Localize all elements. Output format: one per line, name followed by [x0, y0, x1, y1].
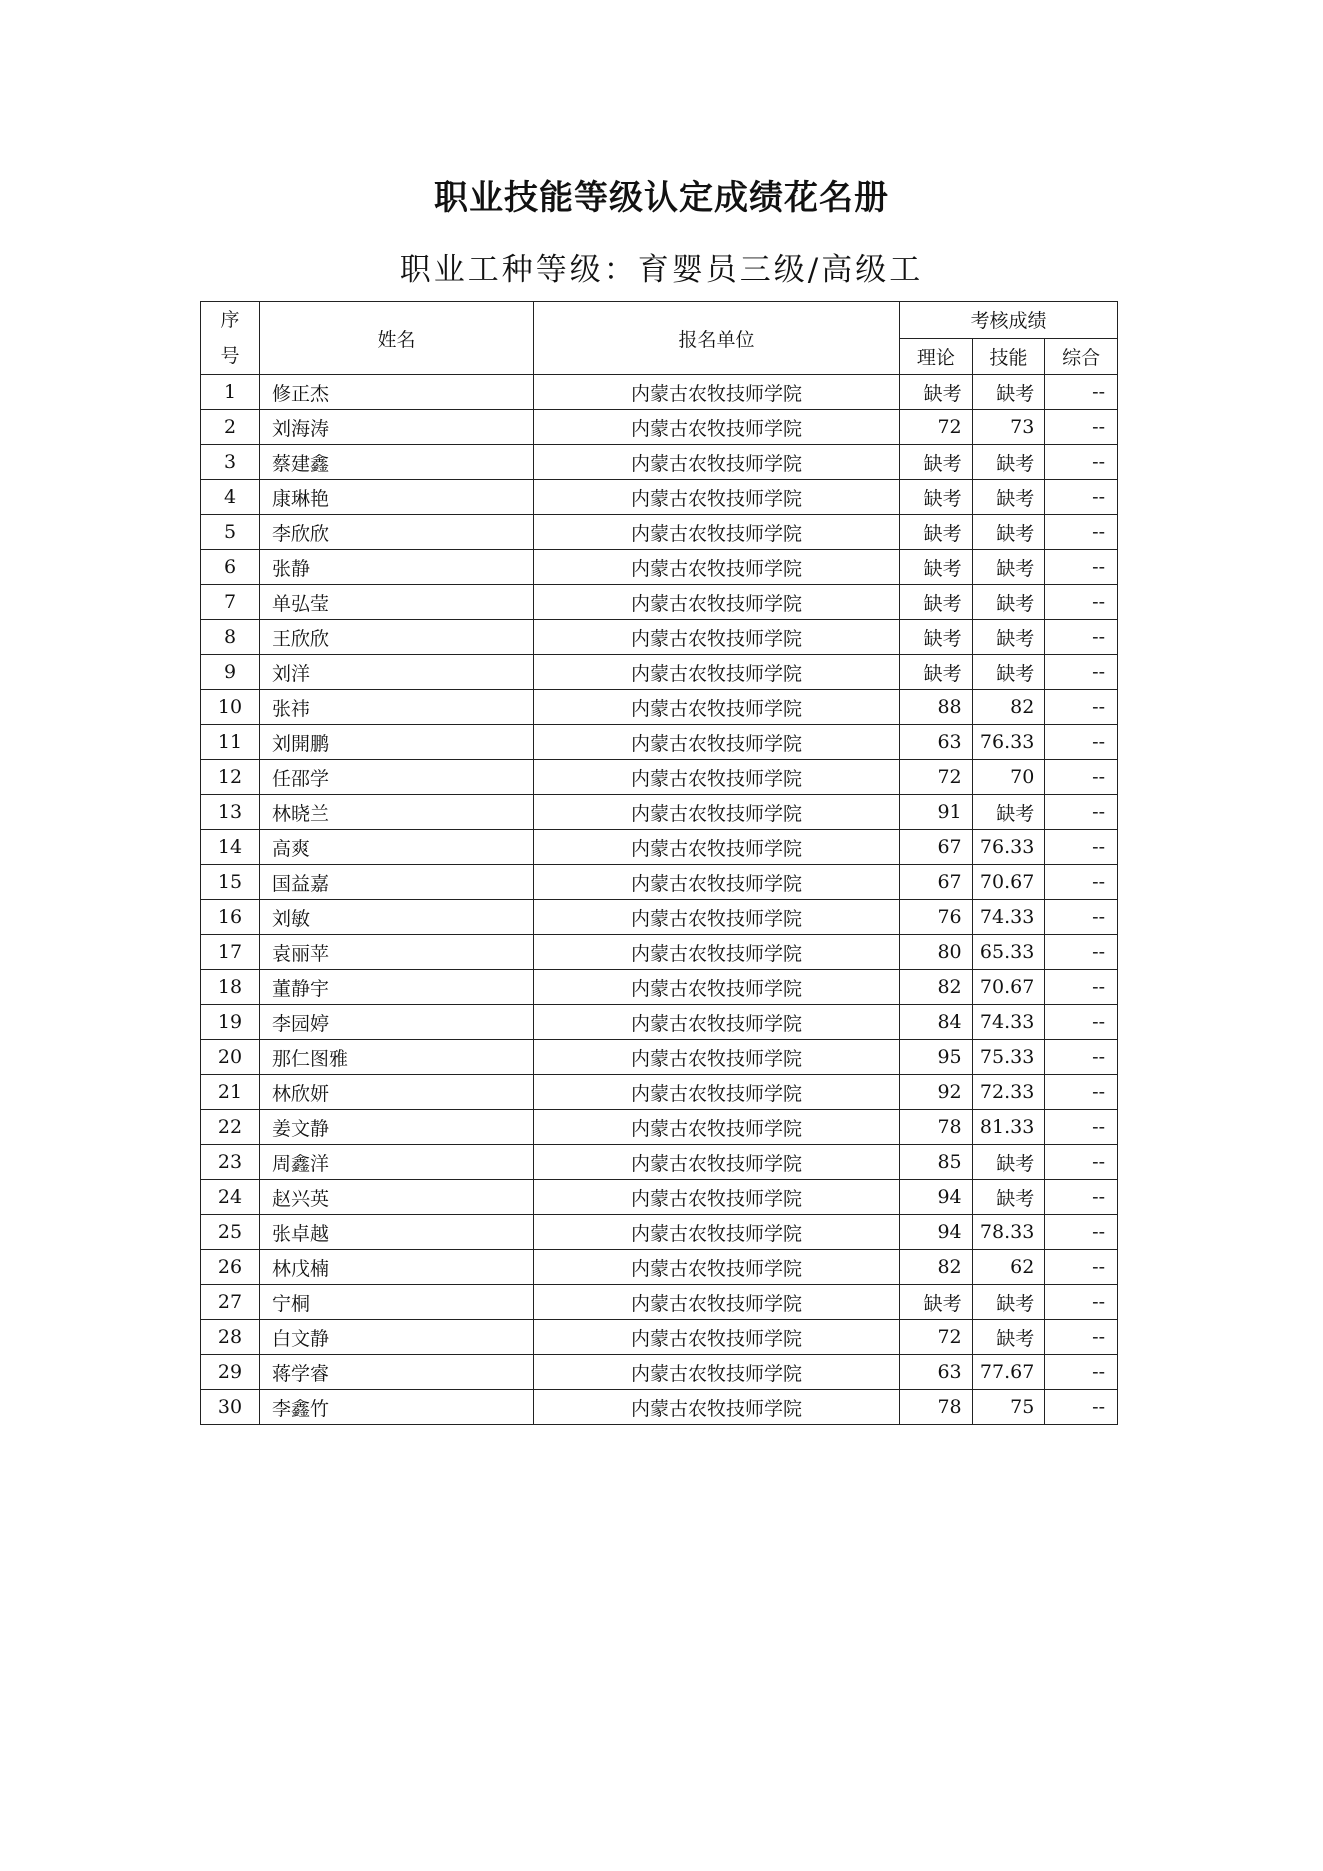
cell-seq: 30: [201, 1390, 260, 1425]
cell-seq: 26: [201, 1250, 260, 1285]
cell-theory: 91: [900, 795, 973, 830]
header-score-group: 考核成绩: [900, 302, 1118, 339]
table-row: [201, 830, 1118, 865]
header-seq-line2: 号: [220, 345, 240, 367]
cell-skill: 缺考: [972, 480, 1045, 515]
cell-theory: 缺考: [900, 620, 973, 655]
header-skill: 技能: [972, 338, 1045, 375]
cell-name: 刘敏: [260, 900, 534, 935]
cell-skill: 缺考: [972, 795, 1045, 830]
cell-unit: 内蒙古农牧技师学院: [534, 1005, 900, 1040]
table-row: [201, 515, 1118, 550]
cell-theory: 76: [900, 900, 973, 935]
cell-theory: 80: [900, 935, 973, 970]
cell-skill: 77.67: [972, 1355, 1045, 1390]
cell-unit: 内蒙古农牧技师学院: [534, 1285, 900, 1320]
cell-seq: 18: [201, 970, 260, 1005]
cell-unit: 内蒙古农牧技师学院: [534, 445, 900, 480]
cell-name: 白文静: [260, 1320, 534, 1355]
cell-seq: 27: [201, 1285, 260, 1320]
cell-overall: --: [1045, 375, 1118, 410]
cell-skill: 缺考: [972, 445, 1045, 480]
cell-seq: 11: [201, 725, 260, 760]
cell-theory: 94: [900, 1215, 973, 1250]
cell-overall: --: [1045, 1285, 1118, 1320]
cell-unit: 内蒙古农牧技师学院: [534, 1040, 900, 1075]
cell-theory: 92: [900, 1075, 973, 1110]
cell-unit: 内蒙古农牧技师学院: [534, 375, 900, 410]
cell-name: 修正杰: [260, 375, 534, 410]
cell-overall: --: [1045, 935, 1118, 970]
cell-name: 刘開鹏: [260, 725, 534, 760]
cell-overall: --: [1045, 655, 1118, 690]
cell-skill: 75.33: [972, 1040, 1045, 1075]
cell-name: 蔡建鑫: [260, 445, 534, 480]
cell-name: 林欣妍: [260, 1075, 534, 1110]
cell-name: 王欣欣: [260, 620, 534, 655]
cell-seq: 8: [201, 620, 260, 655]
cell-unit: 内蒙古农牧技师学院: [534, 1215, 900, 1250]
cell-skill: 65.33: [972, 935, 1045, 970]
cell-skill: 缺考: [972, 550, 1045, 585]
cell-theory: 缺考: [900, 1285, 973, 1320]
cell-seq: 21: [201, 1075, 260, 1110]
cell-overall: --: [1045, 1145, 1118, 1180]
table-row: [201, 1145, 1118, 1180]
cell-overall: --: [1045, 1215, 1118, 1250]
page-subtitle: 职业工种等级：育婴员三级/高级工: [399, 252, 924, 288]
cell-overall: --: [1045, 795, 1118, 830]
table-row: [201, 1285, 1118, 1320]
cell-skill: 75: [972, 1390, 1045, 1425]
table-row: [201, 900, 1118, 935]
cell-theory: 82: [900, 970, 973, 1005]
cell-theory: 94: [900, 1180, 973, 1215]
table-row: [201, 1110, 1118, 1145]
cell-overall: --: [1045, 1040, 1118, 1075]
cell-theory: 78: [900, 1110, 973, 1145]
cell-unit: 内蒙古农牧技师学院: [534, 1145, 900, 1180]
cell-skill: 74.33: [972, 900, 1045, 935]
table-row: [201, 1040, 1118, 1075]
cell-overall: --: [1045, 830, 1118, 865]
cell-seq: 6: [201, 550, 260, 585]
cell-overall: --: [1045, 445, 1118, 480]
cell-skill: 81.33: [972, 1110, 1045, 1145]
table-row: [201, 445, 1118, 480]
cell-theory: 67: [900, 865, 973, 900]
table-row: [201, 935, 1118, 970]
table-row: [201, 865, 1118, 900]
cell-unit: 内蒙古农牧技师学院: [534, 970, 900, 1005]
cell-seq: 1: [201, 375, 260, 410]
table-row: [201, 585, 1118, 620]
cell-name: 袁丽苹: [260, 935, 534, 970]
cell-seq: 7: [201, 585, 260, 620]
cell-theory: 缺考: [900, 655, 973, 690]
cell-overall: --: [1045, 970, 1118, 1005]
cell-name: 赵兴英: [260, 1180, 534, 1215]
cell-name: 刘海涛: [260, 410, 534, 445]
cell-overall: --: [1045, 515, 1118, 550]
cell-skill: 缺考: [972, 1285, 1045, 1320]
cell-seq: 5: [201, 515, 260, 550]
cell-overall: --: [1045, 900, 1118, 935]
cell-theory: 85: [900, 1145, 973, 1180]
cell-name: 宁桐: [260, 1285, 534, 1320]
header-unit: 报名单位: [534, 302, 900, 375]
cell-theory: 63: [900, 1355, 973, 1390]
cell-name: 国益嘉: [260, 865, 534, 900]
cell-theory: 缺考: [900, 375, 973, 410]
cell-name: 李欣欣: [260, 515, 534, 550]
cell-skill: 缺考: [972, 1145, 1045, 1180]
table-row: [201, 1005, 1118, 1040]
table-row: [201, 795, 1118, 830]
cell-seq: 3: [201, 445, 260, 480]
cell-overall: --: [1045, 865, 1118, 900]
cell-skill: 78.33: [972, 1215, 1045, 1250]
cell-skill: 缺考: [972, 1320, 1045, 1355]
cell-skill: 70.67: [972, 865, 1045, 900]
cell-unit: 内蒙古农牧技师学院: [534, 550, 900, 585]
cell-theory: 72: [900, 410, 973, 445]
table-row: [201, 1320, 1118, 1355]
cell-unit: 内蒙古农牧技师学院: [534, 480, 900, 515]
header-name: 姓名: [260, 302, 534, 375]
cell-skill: 73: [972, 410, 1045, 445]
header-seq-line1: 序: [220, 309, 240, 331]
cell-unit: 内蒙古农牧技师学院: [534, 1320, 900, 1355]
cell-skill: 70: [972, 760, 1045, 795]
cell-overall: --: [1045, 410, 1118, 445]
cell-seq: 24: [201, 1180, 260, 1215]
cell-unit: 内蒙古农牧技师学院: [534, 760, 900, 795]
page-title: 职业技能等级认定成绩花名册: [434, 178, 889, 218]
score-roster-table: [200, 301, 1118, 1425]
cell-seq: 2: [201, 410, 260, 445]
cell-unit: 内蒙古农牧技师学院: [534, 830, 900, 865]
table-row: [201, 970, 1118, 1005]
cell-overall: --: [1045, 1075, 1118, 1110]
header-seq: [201, 302, 260, 375]
cell-skill: 缺考: [972, 620, 1045, 655]
cell-overall: --: [1045, 725, 1118, 760]
cell-unit: 内蒙古农牧技师学院: [534, 1390, 900, 1425]
cell-seq: 15: [201, 865, 260, 900]
cell-overall: --: [1045, 1390, 1118, 1425]
cell-overall: --: [1045, 1250, 1118, 1285]
cell-unit: 内蒙古农牧技师学院: [534, 410, 900, 445]
cell-skill: 62: [972, 1250, 1045, 1285]
table-row: [201, 1250, 1118, 1285]
cell-overall: --: [1045, 480, 1118, 515]
table-row: [201, 760, 1118, 795]
cell-unit: 内蒙古农牧技师学院: [534, 795, 900, 830]
cell-unit: 内蒙古农牧技师学院: [534, 515, 900, 550]
cell-seq: 16: [201, 900, 260, 935]
header-row-1: [201, 302, 1118, 339]
cell-overall: --: [1045, 1110, 1118, 1145]
cell-overall: --: [1045, 1355, 1118, 1390]
cell-name: 单弘莹: [260, 585, 534, 620]
cell-unit: 内蒙古农牧技师学院: [534, 1180, 900, 1215]
cell-unit: 内蒙古农牧技师学院: [534, 585, 900, 620]
table-row: [201, 655, 1118, 690]
cell-seq: 14: [201, 830, 260, 865]
table-row: [201, 1390, 1118, 1425]
cell-overall: --: [1045, 585, 1118, 620]
cell-seq: 4: [201, 480, 260, 515]
table-row: [201, 1180, 1118, 1215]
cell-skill: 74.33: [972, 1005, 1045, 1040]
cell-unit: 内蒙古农牧技师学院: [534, 725, 900, 760]
cell-skill: 82: [972, 690, 1045, 725]
cell-name: 董静宇: [260, 970, 534, 1005]
cell-overall: --: [1045, 760, 1118, 795]
cell-theory: 78: [900, 1390, 973, 1425]
cell-name: 李鑫竹: [260, 1390, 534, 1425]
cell-name: 姜文静: [260, 1110, 534, 1145]
cell-overall: --: [1045, 690, 1118, 725]
cell-seq: 19: [201, 1005, 260, 1040]
table-row: [201, 690, 1118, 725]
table-row: [201, 620, 1118, 655]
cell-theory: 67: [900, 830, 973, 865]
cell-overall: --: [1045, 1320, 1118, 1355]
table-row: [201, 550, 1118, 585]
table-row: [201, 1075, 1118, 1110]
cell-name: 张卓越: [260, 1215, 534, 1250]
cell-theory: 缺考: [900, 445, 973, 480]
cell-unit: 内蒙古农牧技师学院: [534, 935, 900, 970]
cell-seq: 23: [201, 1145, 260, 1180]
table-row: [201, 480, 1118, 515]
cell-seq: 29: [201, 1355, 260, 1390]
cell-skill: 缺考: [972, 515, 1045, 550]
cell-unit: 内蒙古农牧技师学院: [534, 1355, 900, 1390]
cell-seq: 25: [201, 1215, 260, 1250]
cell-unit: 内蒙古农牧技师学院: [534, 1250, 900, 1285]
cell-name: 蒋学睿: [260, 1355, 534, 1390]
cell-unit: 内蒙古农牧技师学院: [534, 1075, 900, 1110]
cell-theory: 82: [900, 1250, 973, 1285]
cell-skill: 缺考: [972, 585, 1045, 620]
cell-unit: 内蒙古农牧技师学院: [534, 620, 900, 655]
cell-theory: 63: [900, 725, 973, 760]
cell-theory: 84: [900, 1005, 973, 1040]
cell-name: 周鑫洋: [260, 1145, 534, 1180]
cell-seq: 22: [201, 1110, 260, 1145]
cell-seq: 13: [201, 795, 260, 830]
cell-theory: 缺考: [900, 480, 973, 515]
cell-overall: --: [1045, 620, 1118, 655]
cell-theory: 88: [900, 690, 973, 725]
table-row: [201, 1355, 1118, 1390]
table-body: [201, 375, 1118, 1425]
cell-skill: 缺考: [972, 655, 1045, 690]
cell-skill: 缺考: [972, 375, 1045, 410]
cell-seq: 12: [201, 760, 260, 795]
cell-unit: 内蒙古农牧技师学院: [534, 900, 900, 935]
cell-seq: 17: [201, 935, 260, 970]
cell-unit: 内蒙古农牧技师学院: [534, 690, 900, 725]
cell-skill: 缺考: [972, 1180, 1045, 1215]
cell-name: 林戊楠: [260, 1250, 534, 1285]
cell-name: 高爽: [260, 830, 534, 865]
cell-overall: --: [1045, 550, 1118, 585]
cell-name: 李园婷: [260, 1005, 534, 1040]
cell-name: 康琳艳: [260, 480, 534, 515]
cell-seq: 10: [201, 690, 260, 725]
header-overall: 综合: [1045, 338, 1118, 375]
table-row: [201, 375, 1118, 410]
cell-seq: 9: [201, 655, 260, 690]
cell-name: 任邵学: [260, 760, 534, 795]
cell-name: 张静: [260, 550, 534, 585]
cell-name: 刘洋: [260, 655, 534, 690]
cell-name: 林晓兰: [260, 795, 534, 830]
cell-theory: 缺考: [900, 550, 973, 585]
cell-skill: 72.33: [972, 1075, 1045, 1110]
cell-unit: 内蒙古农牧技师学院: [534, 1110, 900, 1145]
cell-overall: --: [1045, 1005, 1118, 1040]
cell-theory: 72: [900, 1320, 973, 1355]
cell-seq: 20: [201, 1040, 260, 1075]
cell-unit: 内蒙古农牧技师学院: [534, 865, 900, 900]
table-header: [201, 302, 1118, 375]
table-row: [201, 410, 1118, 445]
cell-theory: 缺考: [900, 515, 973, 550]
cell-theory: 缺考: [900, 585, 973, 620]
table-row: [201, 725, 1118, 760]
cell-name: 那仁图雅: [260, 1040, 534, 1075]
cell-overall: --: [1045, 1180, 1118, 1215]
cell-unit: 内蒙古农牧技师学院: [534, 655, 900, 690]
cell-theory: 95: [900, 1040, 973, 1075]
table-row: [201, 1215, 1118, 1250]
cell-skill: 76.33: [972, 830, 1045, 865]
cell-skill: 76.33: [972, 725, 1045, 760]
cell-seq: 28: [201, 1320, 260, 1355]
cell-name: 张祎: [260, 690, 534, 725]
header-theory: 理论: [900, 338, 973, 375]
cell-skill: 70.67: [972, 970, 1045, 1005]
cell-theory: 72: [900, 760, 973, 795]
